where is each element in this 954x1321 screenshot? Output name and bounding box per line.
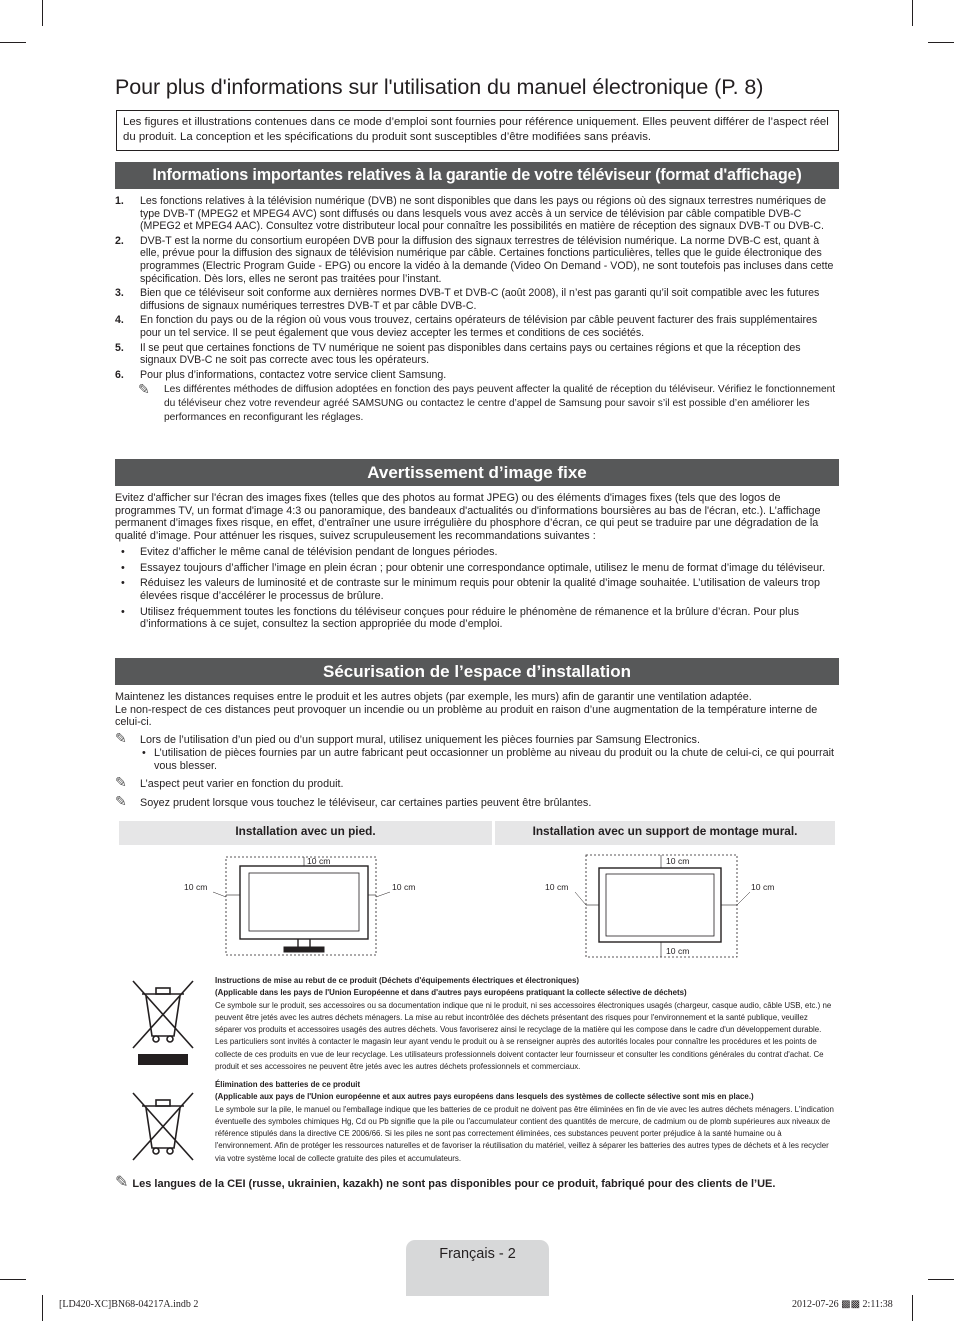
page-title: Pour plus d'informations sur l'utilisation du manuel électronique (P. 8) xyxy=(115,75,764,99)
clearance-label: 10 cm xyxy=(751,882,775,892)
clearance-label: 10 cm xyxy=(307,856,331,866)
crossed-battery-bin-icon xyxy=(128,1088,198,1168)
tv-stand-base xyxy=(284,947,324,952)
cis-language-note: ✎ Les langues de la CEI (russe, ukrainien, kazakh) ne sont pas disponibles pour ce produit, fabriqué pour des clients de l’UE. xyxy=(115,1174,776,1191)
install-note: ✎ Soyez prudent lorsque vous touchez le téléviseur, car certaines parties peuvent être brûlantes. xyxy=(115,792,592,809)
clearance-box xyxy=(226,857,376,955)
battery-text: Le symbole sur la pile, le manuel ou l'emballage indique que les batteries de ce produit ne doivent pas être éliminées en fin de vie avec les autres déchets ménagers. L'indication éventuelle des symboles chimiques Hg, Cd ou Pb signifie que la pile ou l'accumulateur contient des quantités de mercure, de cadmium ou de plomb supérieures aux niveaux de référence stipulés dans la directive CE 2006/66. Si les piles ne sont pas correctement éliminées, ces substances peuvent porter préjudice à la santé humaine ou à l'environnement. Afin de protéger les ressources naturelles et de favoriser la réutilisation du matériel, veillez à séparer les batteries des autres types de déchets et à les recycler via votre système local de collecte gratuite des piles et accumulateurs. xyxy=(215,1104,834,1163)
wall-column-header: Installation avec un support de montage mural. xyxy=(495,821,835,845)
battery-subtitle: (Applicable aux pays de l'Union européenne et aux autres pays européens dans lesquels des systèmes de collecte sélective sont mis en place.) xyxy=(215,1092,754,1102)
pencil-note-icon: ✎ xyxy=(115,792,127,809)
list-item: 4. En fonction du pays ou de la région où vous vous trouvez, certains opérateurs de télévision par câble peuvent facturer des frais supplémentaires pour un tel service. Il se peut également que vous deviez accepter les termes et conditions de ces sociétés. xyxy=(115,314,818,339)
list-item: 6. Pour plus d’informations, contactez votre service client Samsung. xyxy=(115,368,447,381)
page-number-tab xyxy=(406,1240,549,1296)
page-label: Français - 2 xyxy=(439,1246,516,1262)
weee-title: Instructions de mise au rebut de ce produit (Déchets d'équipements électriques et électroniques) xyxy=(215,976,580,985)
install-heading: Sécurisation de l’espace d’installation xyxy=(115,658,839,685)
disclaimer-box: Les figures et illustrations contenues dans ce mode d’emploi sont fournies pour référence uniquement. Elles peuvent différer de l’aspect réel du produit. La conception et les spécifications du produit sont susceptibles d’être modifiées sans préavis. xyxy=(116,110,839,151)
weee-text: Ce symbole sur le produit, ses accessoires ou sa documentation indique que ni le produit, ni ses accessoires électroniques usagés (chargeur, casque audio, câble USB, etc.) ne peuvent être jetés avec les autres déchets ménagers. La mise au rebut incontrôlée des déchets présentant des risques pour l'environnement et la santé publique, veuillez séparer vos produits et accessoires usagés des autres déchets. Vous favoriserez ainsi le recyclage de la matière qui les compose dans le cadre d'un développement durable. Les particuliers sont invités à contacter le magasin leur ayant vendu le produit ou à se renseigner auprès des autorités locales pour connaître les procédures et les points de collecte de ces produits en vue de leur recyclage. Les utilisateurs professionnels doivent contacter leur fournisseur et consulter les conditions générales du contrat d'achat. Ce produit et ses accessoires ne peuvent être jetés avec les autres déchets professionnels et commerciaux. xyxy=(215,1000,832,1072)
list-item: • Utilisez fréquemment toutes les fonctions du téléviseur conçues pour réduire le phénomène de rémanence et la brûlure d’écran. Pour plus d’informations à ce sujet, consultez la section appropriée du mode d’emploi. xyxy=(121,605,799,631)
list-item: • Réduisez les valeurs de luminosité et de contraste sur le minimum requis pour obtenir la qualité d’image souhaitée. L’utilisation de valeurs trop élevées risque d’accélérer le processus de brûlure. xyxy=(121,577,820,602)
tv-screen xyxy=(606,874,714,936)
list-item: 2. DVB-T est la norme du consortium européen DVB pour la diffusion des signaux terrestres de télévision numérique. La norme DVB-C est, quant à elle, prévue pour la diffusion des signaux de télévision numérique par câble. Certaines fonctions particulières, telles que le guide électronique des programmes (Electric Program Guide - EPG) ou encore la vidéo à la demande (Video On Demand - VOD), ne sont toutefois pas incluses dans cette spécification. Dès lors, elles ne seront pas traitées pour l’instant. xyxy=(115,234,834,285)
pencil-note-icon: ✎ xyxy=(138,381,150,398)
stand-diagram xyxy=(213,857,390,955)
tv-outline xyxy=(599,868,721,942)
wall-diagram xyxy=(575,855,750,957)
weee-block xyxy=(215,975,835,1073)
install-note-sub: • L’utilisation de pièces fournies par un autre fabricant peut occasionner un problème au niveau du produit ou la chute de celui-ci, ce qui pourrait vous blesser. xyxy=(142,746,835,772)
list-item: 5. Il se peut que certaines fonctions de TV numérique ne soient pas disponibles dans certains pays ou certaines régions et que la réception des signaux DVB-C ne soit pas correcte avec tous les opérateurs. xyxy=(115,341,801,367)
crossed-bin-icon xyxy=(128,976,198,1068)
install-intro-2: Le non-respect de ces distances peut provoquer un incendie ou un problème au produit en raison d’une augmentation de la température interne de celui-ci. xyxy=(115,703,818,729)
install-note: ✎ Lors de l’utilisation d’un pied ou d’un support mural, utilisez uniquement les pièces fournies par Samsung Electronics. xyxy=(115,730,700,747)
clearance-label: 10 cm xyxy=(392,882,416,892)
pencil-note-icon: ✎ xyxy=(115,774,127,791)
footer-file: [LD420-XC]BN68-04217A.indb 2 xyxy=(59,1299,199,1310)
warranty-note: ✎ Les différentes méthodes de diffusion adoptées en fonction des pays peuvent affecter la qualité de réception du téléviseur. Vérifiez le fonctionnement du téléviseur chez votre revendeur agréé SAMSUNG ou contactez le centre d’appel de Samsung pour savoir s’il est possible d’en améliorer les performances en reconfigurant les réglages. xyxy=(138,381,836,424)
tv-outline xyxy=(240,866,368,939)
list-item: • Essayez toujours d’afficher l’image en plein écran ; pour obtenir une correspondance optimale, utilisez le menu de format d’image du téléviseur. xyxy=(121,561,826,574)
stand-column-header: Installation avec un pied. xyxy=(119,821,492,845)
install-intro-1: Maintenez les distances requises entre le produit et les autres objets (par exemple, les murs) afin de garantir une ventilation adaptée. xyxy=(115,691,752,703)
clearance-label: 10 cm xyxy=(545,882,569,892)
list-item: 3. Bien que ce téléviseur soit conforme aux dernières normes DVB-T et DVB-C (août 2008), il n’est pas garanti qu’il soit compatible avec les futures diffusions de signaux numériques terrestres DVB-T et par câble DVB-C. xyxy=(115,287,820,312)
footer-date: 2012-07-26 ▩▩ 2:11:38 xyxy=(792,1299,893,1310)
clearance-label: 10 cm xyxy=(666,946,690,956)
list-item: • Evitez d’afficher le même canal de télévision pendant de longues périodes. xyxy=(121,545,498,558)
battery-title: Élimination des batteries de ce produit xyxy=(215,1080,361,1089)
still-image-intro: Evitez d'afficher sur l'écran des images fixes (telles que des photos au format JPEG) ou des éléments d'images fixes (tels que des logos de programmes TV, un format d'image 4:3 ou panoramique, des bandeaux d'actualités ou d'informations boursières au bas de l'écran, etc.). L’affichage permanent d’images fixes risque, en effet, d’entraîner une usure irrégulière du phosphore d’écran, ce qui peut se traduire par une dégradation de la qualité d’image. Pour atténuer les risques, suivez scrupuleusement les recommandations suivantes : xyxy=(115,492,821,543)
battery-block xyxy=(215,1079,835,1165)
list-item: 1. Les fonctions relatives à la télévision numérique (DVB) ne sont disponibles que dans les pays ou régions où des signaux terrestres numériques de type DVB-T (MPEG2 et MPEG4 AVC) sont diffusés ou dans lesquels vous avez accès à un service de télévision par câble compatible DVB-C (MPEG2 et MPEG4 AAC). Consultez votre distributeur local pour connaître les possibilités en matière de réception des signaux DVB-T ou DVB-C. xyxy=(115,195,827,233)
pencil-note-icon: ✎ xyxy=(115,730,127,747)
weee-subtitle: (Applicable dans les pays de l'Union Européenne et dans d'autres pays européens pratiquant la collecte sélective de déchets) xyxy=(215,988,687,998)
pencil-note-icon: ✎ xyxy=(115,1174,129,1191)
still-image-heading: Avertissement d’image fixe xyxy=(115,459,839,486)
warranty-heading: Informations importantes relatives à la garantie de votre téléviseur (format d'affichage) xyxy=(115,162,839,189)
clearance-label: 10 cm xyxy=(666,856,690,866)
install-note: ✎ L’aspect peut varier en fonction du produit. xyxy=(115,774,344,791)
clearance-label: 10 cm xyxy=(184,882,208,892)
tv-screen xyxy=(249,873,359,931)
